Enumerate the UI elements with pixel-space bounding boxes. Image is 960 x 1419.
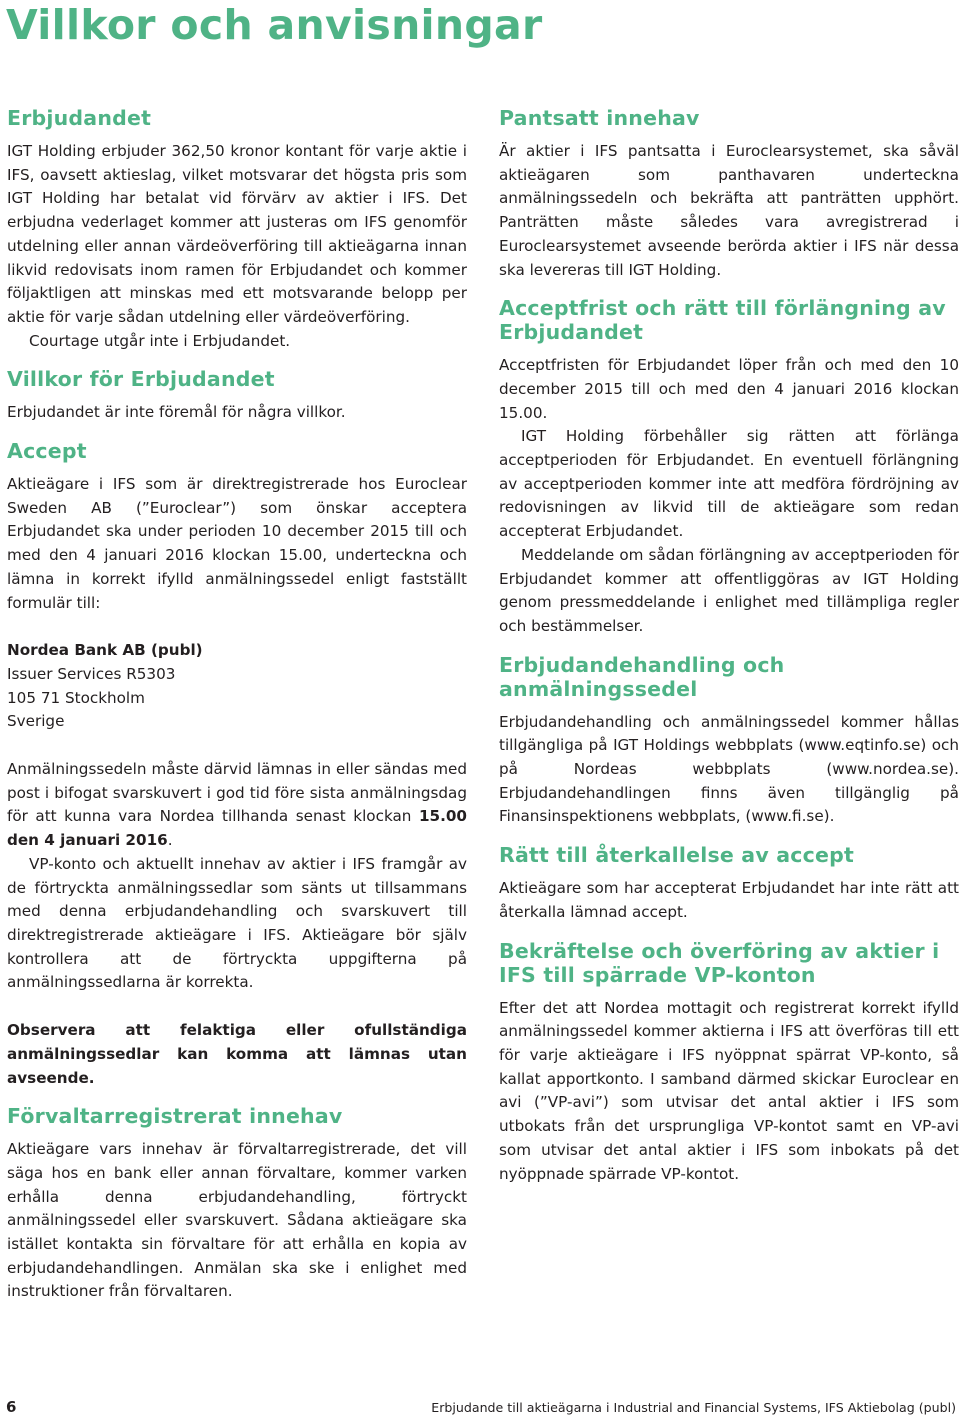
page-footer [0,1398,960,1418]
heading-bekraftelse: Bekräftelse och överföring av aktier i IFS till spärrade VP-konton [499,938,940,987]
deadline-bold: 15.00 den 4 januari 2016 [7,807,467,850]
meddelande-paragraph: Meddelande om sådan förlängning av acceptperioden för Erbjudandet kommer att offentliggöras av IGT Holding genom pressmeddelande i enlighet med tillämpliga regler och bestämmelser. [499,545,959,635]
heading-forvaltarregistrerat: Förvaltarregistrerat innehav [7,1104,343,1129]
anmalan-text: Anmälningssedeln måste därvid lämnas in eller sändas med post i bifogat svarskuvert i god tid före sista anmälningsdag för att kunna vara Nordea tillhanda senast klockan [7,760,467,826]
heading-aterkallelse: Rätt till återkallelse av accept [499,843,854,868]
vp-konto-paragraph: VP-konto och aktuellt innehav av aktier i IFS framgår av de förtryckta anmälningssedlar som sänts ut tillsammans med denna erbjudandehandling och svarskuvert till direktregistrerade aktieägare i IFS. Aktieägare bör själv kontrollera att de förtryckta uppgifterna på anmälningssedlarna är korrekta. [7,854,467,992]
villkor-paragraph: Erbjudandet är inte föremål för några villkor. [7,403,346,422]
footer-text: Erbjudande till aktieägarna i Industrial and Financial Systems, IFS Aktiebolag (publ) [431,1400,956,1415]
bekraftelse-paragraph: Efter det att Nordea mottagit och registrerat korrekt ifylld anmälningssedel kommer aktierna i IFS att överföras till ett för varje aktieägare i IFS nyöppnat spärrat VP-konto, så kallat apportkonto. I samband därmed skickar Euroclear en avi (”VP-avi”) som utvisar det antal aktier i IFS som utbokats från det ursprungliga VP-kontot samt en VP-avi som utvisar det antal aktier i IFS som inbokats på det nyöppnade spärrade VP-kontot. [499,998,959,1183]
forvaltarregistrerat-paragraph: Aktieägare vars innehav är förvaltarregistrerade, det vill säga hos en bank eller annan förvaltare, kommer varken erhålla denna erbjudandehandling, förtryckt anmälningssedel eller svarskuvert. Sådana aktieägare ska istället kontakta sin förvaltare för att erhålla en kopia av erbjudandehandlingen. Anmälan ska ske i enlighet med instruktioner från förvaltaren. [7,1140,467,1301]
page-title: Villkor och anvisningar [6,1,543,49]
address-line: Sverige [7,712,65,731]
anmalningssedel-paragraph [7,758,467,853]
heading-villkor: Villkor för Erbjudandet [7,367,275,392]
address-line: Issuer Services R5303 [7,664,176,683]
address-block [7,639,467,734]
heading-erbjudandehandling: Erbjudandehandling och anmälningssedel [499,652,785,701]
aterkallelse-paragraph: Aktieägare som har accepterat Erbjudandet har inte rätt att återkalla lämnad accept. [499,879,959,921]
heading-acceptfrist: Acceptfrist och rätt till förlängning av Erbjudandet [499,296,946,345]
erbjudandet-paragraph: IGT Holding erbjuder 362,50 kronor kontant för varje aktie i IFS, oavsett aktieslag, vilket motsvarar det högsta pris som IGT Holding har betalat vid förvärv av aktier i IFS. Det erbjudna vederlaget kommer att justeras om IFS genomför utdelning eller annan värdeöverföring till aktieägarna innan likvid redovisats inom ramen för Erbjudandet och kommer följaktligen att minskas med ett motsvarande belopp per aktie för varje sådan utdelning eller värdeöverföring. [7,142,467,326]
observera-paragraph: Observera att felaktiga eller ofullständiga anmälningssedlar kan komma att lämnas utan avseende. [7,1021,467,1087]
accept-paragraph: Aktieägare i IFS som är direktregistrerade hos Euroclear Sweden AB (”Euroclear”) som önskar acceptera Erbjudandet ska under perioden 10 december 2015 till och med den 4 januari 2016 klockan 15.00, underteckna och lämna in korrekt ifylld anmälningssedel enligt fastställt formulär till: [7,475,467,612]
anmalan-end: . [167,831,173,850]
pantsatt-paragraph: Är aktier i IFS pantsatta i Euroclearsystemet, ska såväl aktieägaren som panthavaren underteckna anmälningssedeln och bekräfta att panträtten upphört. Panträtten måste således vara avregistrerad i Euroclearsystemet avseende berörda aktier i IFS när dessa ska levereras till IGT Holding. [499,142,959,279]
courtage-paragraph: Courtage utgår inte i Erbjudandet. [29,331,291,350]
heading-pantsatt: Pantsatt innehav [499,106,700,130]
heading-accept: Accept [7,439,87,464]
erbjudandehandling-paragraph: Erbjudandehandling och anmälningssedel kommer hållas tillgängliga på IGT Holdings webbplats (www.eqtinfo.se) och på Nordeas webbplats (www.nordea.se). Erbjudandehandlingen finns även tillgänglig på Finansinspektionens webbplats, (www.fi.se). [499,712,959,826]
page-number: 6 [6,1398,17,1416]
forlangning-paragraph: IGT Holding förbehåller sig rätten att förlänga acceptperioden för Erbjudandet. En eventuell förlängning av acceptperioden kommer inte att medföra fördröjning av redovisningen av likvid till de aktieägare som redan accepterat Erbjudandet. [499,427,959,541]
right-column [499,106,959,1186]
left-column [7,106,467,1304]
acceptfrist-paragraph: Acceptfristen för Erbjudandet löper från och med den 10 december 2015 till och med den 4 januari 2016 klockan 15.00. [499,356,959,422]
heading-erbjudandet: Erbjudandet [7,106,152,130]
address-name: Nordea Bank AB (publ) [7,641,203,660]
address-line: 105 71 Stockholm [7,688,145,707]
